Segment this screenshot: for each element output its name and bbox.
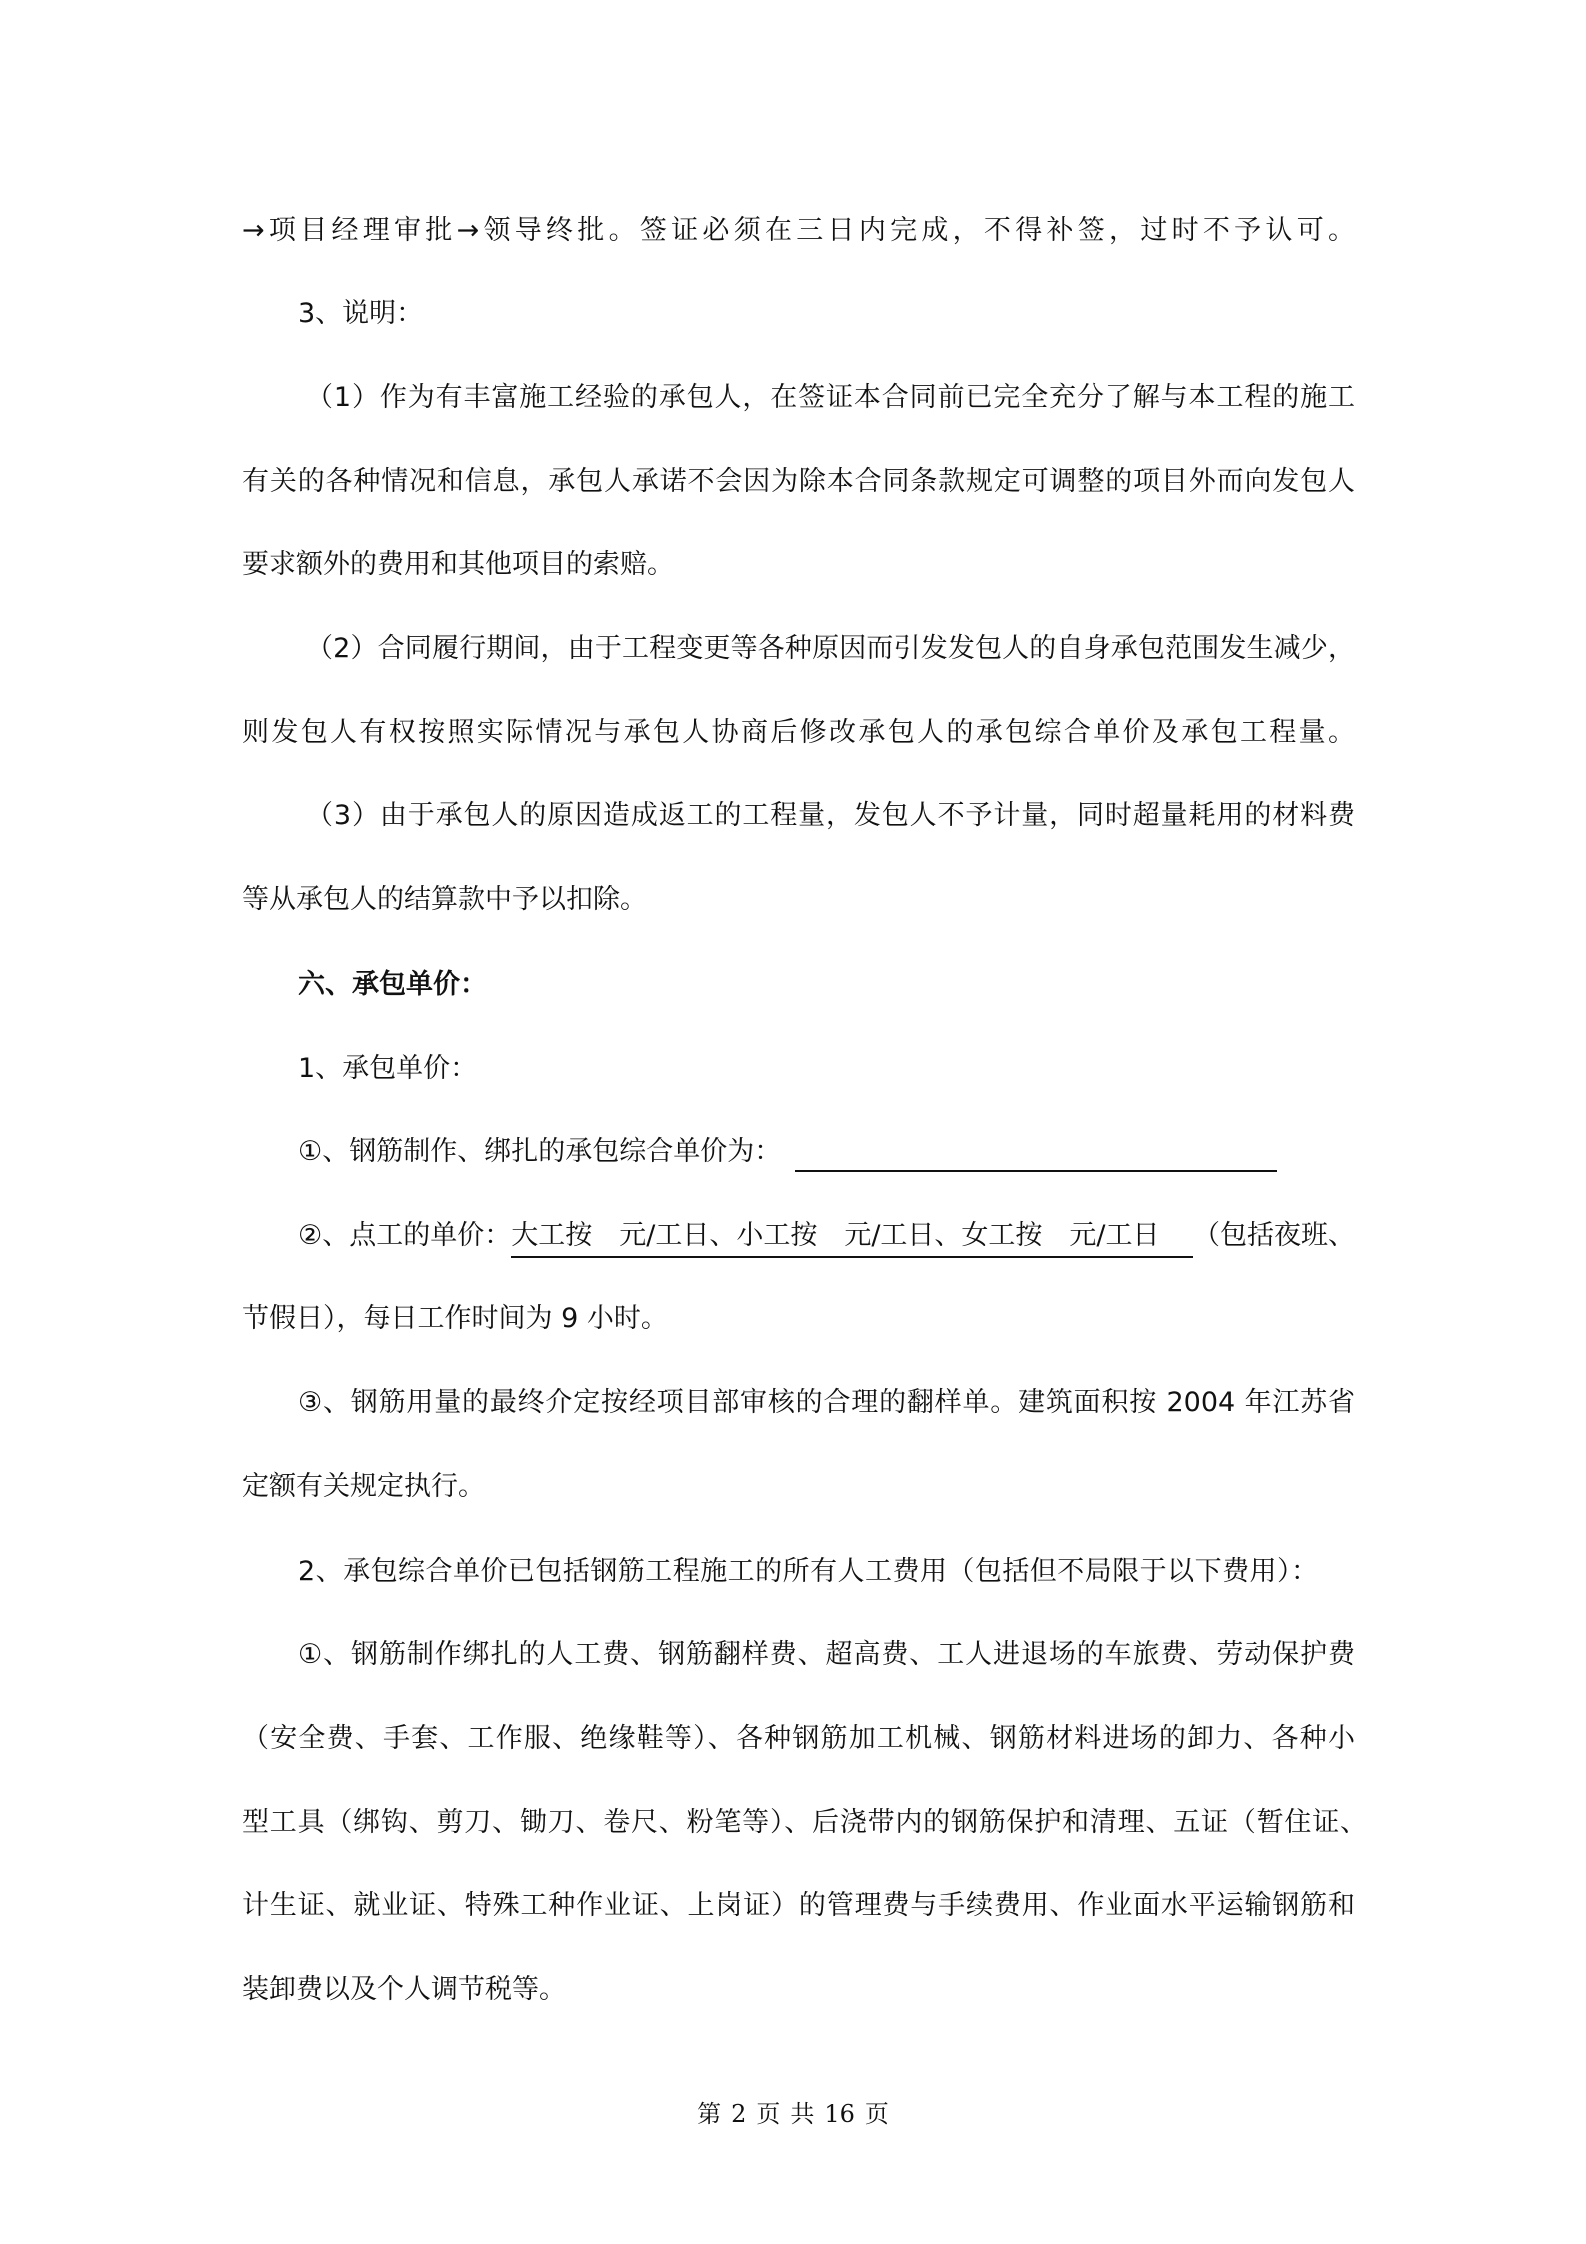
page-number: 2 [731,2100,747,2128]
text-line: 节假日），每日工作时间为 9 小时。 [242,1303,668,1334]
text-line: 等从承包人的结算款中予以扣除。 [242,884,647,915]
footer-text: 共 [790,2100,815,2128]
text-line: （安全费、手套、工作服、绝缘鞋等）、各种钢筋加工机械、钢筋材料进场的卸力、各种小 [242,1723,1355,1754]
footer-text: 页 [864,2100,889,2128]
subsection-heading: 2、承包综合单价已包括钢筋工程施工的所有人工费用（包括但不局限于以下费用）： [298,1556,1318,1587]
text-line [298,1216,1355,1258]
page-footer [0,2094,1586,2129]
section-heading: 3、说明： [298,298,424,329]
text-line: 计生证、就业证、特殊工种作业证、上岗证）的管理费与手续费用、作业面水平运输钢筋和 [242,1890,1355,1921]
labor-price-blanks[interactable]: 大工按 元/工日、小工按 元/工日、女工按 元/工日 [511,1216,1193,1258]
section-heading: 六、承包单价： [298,969,487,1000]
footer-text: 页 [756,2100,781,2128]
item-label: ①、钢筋制作、绑扎的承包综合单价为： [298,1136,782,1167]
item-label: ②、点工的单价： [298,1220,512,1251]
text-line: （2）合同履行期间，由于工程变更等各种原因而引发发包人的自身承包范围发生减少， [306,633,1355,664]
subsection-heading: 1、承包单价： [298,1053,478,1084]
total-pages: 16 [824,2100,855,2128]
text-line: 则发包人有权按照实际情况与承包人协商后修改承包人的承包综合单价及承包工程量。 [242,717,1355,748]
text-line: →项目经理审批→领导终批。签证必须在三日内完成，不得补签，过时不予认可。 [242,215,1355,246]
text-line: 要求额外的费用和其他项目的索赔。 [242,549,674,580]
text-line: 有关的各种情况和信息，承包人承诺不会因为除本合同条款规定可调整的项目外而向发包人 [242,466,1355,497]
text-line: 型工具（绑钩、剪刀、锄刀、卷尺、粉笔等）、后浇带内的钢筋保护和清理、五证（暂住证、 [242,1807,1367,1838]
text-line: ①、钢筋制作绑扎的人工费、钢筋翻样费、超高费、工人进退场的车旅费、劳动保护费 [298,1639,1355,1670]
text-line: ③、钢筋用量的最终介定按经项目部审核的合理的翻样单。建筑面积按 2004 年江苏省 [298,1387,1355,1418]
footer-text: 第 [697,2100,722,2128]
text-line: （3）由于承包人的原因造成返工的工程量，发包人不予计量，同时超量耗用的材料费 [306,800,1355,831]
text-line [298,1132,1277,1172]
unit-price-blank[interactable] [795,1140,1277,1172]
text-fragment: （包括夜班、 [1193,1220,1355,1251]
text-line: 装卸费以及个人调节税等。 [242,1974,566,2005]
text-line: 定额有关规定执行。 [242,1471,485,1502]
text-line: （1）作为有丰富施工经验的承包人，在签证本合同前已完全充分了解与本工程的施工 [306,382,1355,413]
